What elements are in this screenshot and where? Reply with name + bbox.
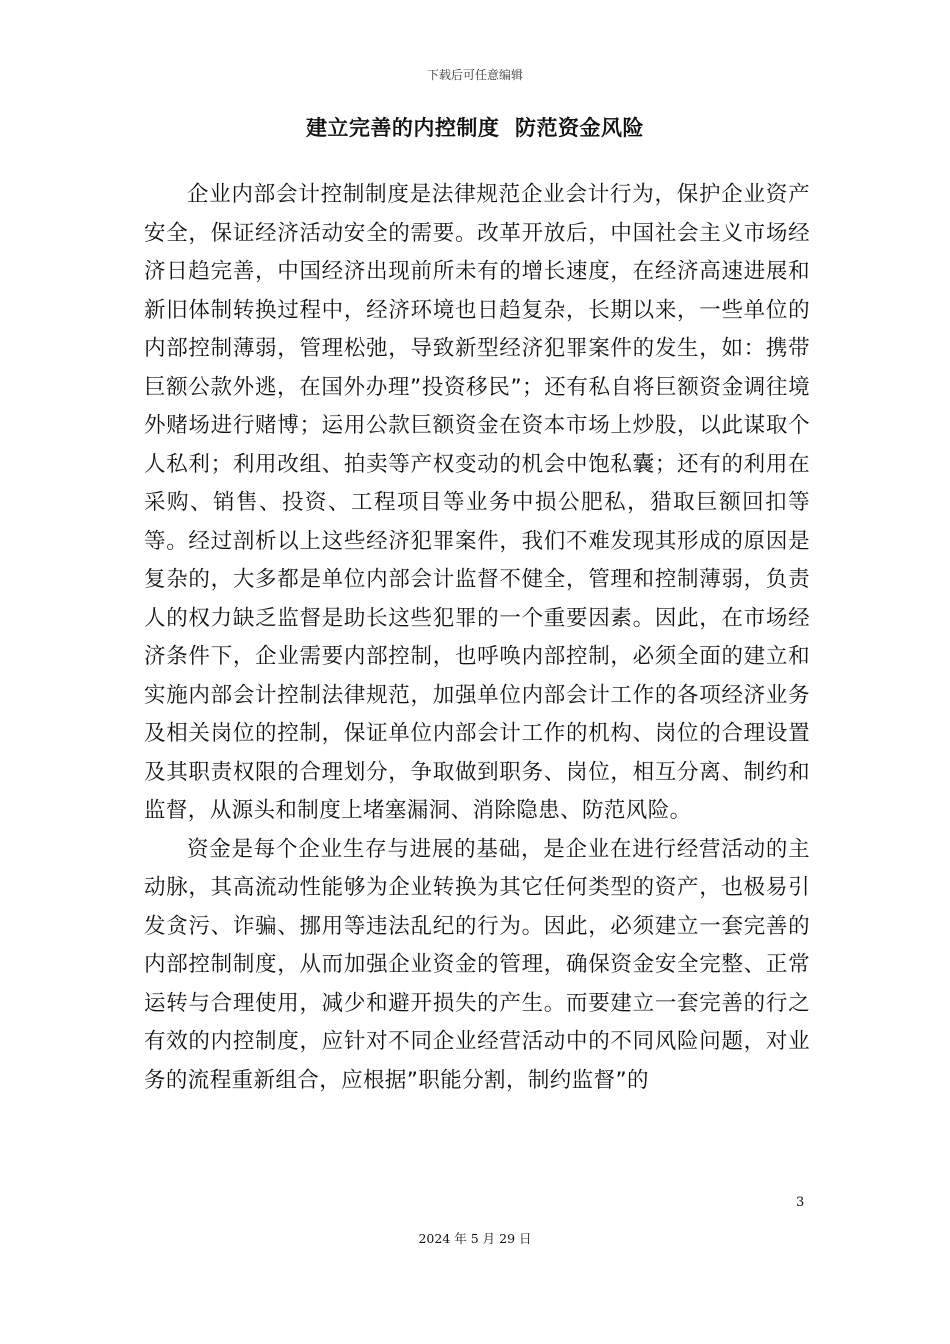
document-title: 建立完善的内控制度 防范资金风险: [305, 116, 645, 140]
body-paragraph-1: 企业内部会计控制制度是法律规范企业会计行为，保护企业资产安全，保证经济活动安全的需要。改革开放后，中国社会主义市场经济日趋完善，中国经济出现前所未有的增长速度，在经济高速进展和新旧体制转换过程中，经济环境也日趋复杂，长期以来，一些单位的内部控制薄弱，管理松弛，导致新型经济犯罪案件的发生，如：携带巨额公款外逃，在国外办理”投资移民”；还有私自将巨额资金调往境外赌场进行赌博；运用公款巨额资金在资本市场上炒股，以此谋取个人私利；利用改组、拍卖等产权变动的机会中饱私囊；还有的利用在采购、销售、投资、工程项目等业务中损公肥私，猎取巨额回扣等等。经过剖析以上这些经济犯罪案件，我们不难发现其形成的原因是复杂的，大多都是单位内部会计监督不健全，管理和控制薄弱，负责人的权力缺乏监督是助长这些犯罪的一个重要因素。因此，在市场经济条件下，企业需要内部控制，也呼唤内部控制，必须全面的建立和实施内部会计控制法律规范，加强单位内部会计工作的各项经济业务及相关岗位的控制，保证单位内部会计工作的机构、岗位的合理设置及其职责权限的合理划分，争取做到职务、岗位，相互分离、制约和监督，从源头和制度上堵塞漏洞、消除隐患、防范风险。: [144, 182, 810, 823]
body-paragraph-2: 资金是每个企业生存与进展的基础，是企业在进行经营活动的主动脉，其高流动性能够为企业转换为其它任何类型的资产，也极易引发贪污、诈骗、挪用等违法乱纪的行为。因此，必须建立一套完善的内部控制制度，从而加强企业资金的管理，确保资金安全完整、正常运转与合理使用，减少和避开损失的产生。而要建立一套完善的行之有效的内控制度，应针对不同企业经营活动中的不同风险问题，对业务的流程重新组合，应根据”职能分割，制约监督”的: [144, 836, 810, 1093]
document-body: [144, 176, 810, 1100]
page-number: 3: [796, 1195, 805, 1210]
header-note: 下载后可任意编辑: [426, 68, 523, 82]
footer-date: 2024 年 5 月 29 日: [418, 1231, 532, 1246]
